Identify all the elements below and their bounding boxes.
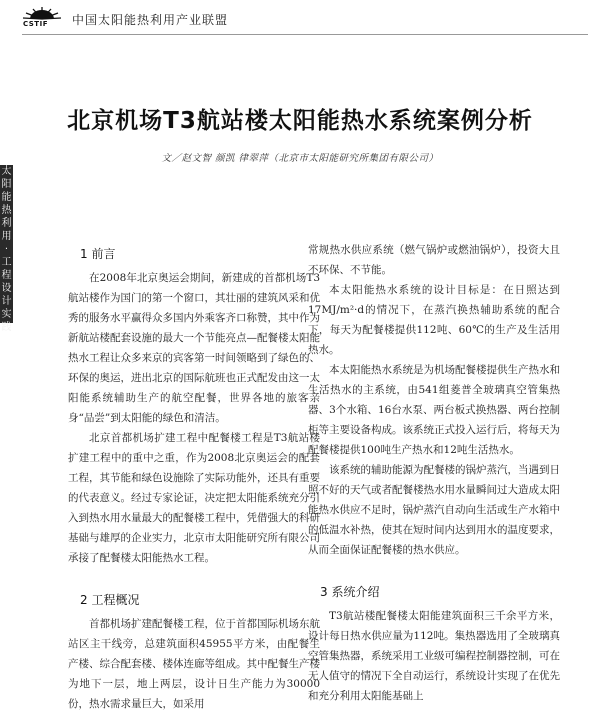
journal-header bbox=[22, 6, 592, 32]
header-divider bbox=[22, 34, 588, 35]
right-paragraph-1: 本太阳能热水系统的设计目标是：在日照达到17MJ/m²·d的情况下，在蒸汽换热辅助系统的配合下，每天为配餐楼提供112吨、60℃的生产及生活用热水。 bbox=[308, 284, 560, 356]
intro-paragraph-1: 在2008年北京奥运会期间，新建成的首都机场T3航站楼作为国门的第一个窗口，其壮丽的建筑风采和优秀的服务水平赢得众多国内外乘客齐口称赞，其中作为新航站楼配套设施的最大一个节能亮点—配餐楼太阳能热水工程让众多来京的宾客第一时间领略到了绿色的、环保的奥运，进出北京的国际航班也正式配发由这一太阳能系统辅助生产的航空配餐，世界各地的旅客亲身“品尝”到太阳能的绿色和清洁。 bbox=[68, 272, 320, 424]
right-paragraph-2: 本太阳能热水系统是为机场配餐楼提供生产热水和生活热水的主系统，由541组菱普全玻璃真空管集热器、3个水箱、16台水泵、两台板式换热器、两台控制柜等主要设备构成。该系统正式投入运行后，将每天为配餐楼提供100吨生产热水和12吨生活热水。 bbox=[308, 364, 560, 456]
sun-rays-icon bbox=[22, 6, 62, 32]
intro-paragraph-2: 北京首都机场扩建工程中配餐楼工程是T3航站楼扩建工程中的重中之重，作为2008北京奥运会的配套工程，其节能和绿色设施除了实际功能外，还具有重要的代表意义。经过专家论证，决定把太阳能系统充分引入到热水用水量最大的配餐楼工程中，凭借强大的科研基础与雄厚的企业实力，北京市太阳能研究所有限公司承接了配餐楼太阳能热水工程。 bbox=[68, 432, 320, 564]
right-paragraph-0: 常规热水供应系统（燃气锅炉或燃油锅炉），投资大且不环保、不节能。 bbox=[308, 244, 560, 276]
system-paragraph-1: T3航站楼配餐楼太阳能建筑面积三千余平方米，设计每日热水供应量为112吨。集热器选用了全玻璃真空管集热器，系统采用工业级可编程控制器控制，可在无人值守的情况下全自动运行，系统设计实现了在优先和充分利用太阳能基础上 bbox=[308, 610, 560, 702]
section-heading-overview: 2 工程概况 bbox=[80, 593, 140, 607]
article-title: 北京机场T3航站楼太阳能热水系统案例分析 bbox=[67, 108, 533, 134]
section-heading-system: 3 系统介绍 bbox=[320, 585, 380, 599]
sun-logo-icon bbox=[22, 6, 62, 32]
overview-paragraph-1: 首都机场扩建配餐楼工程，位于首都国际机场东航站区主干线旁，总建筑面积45955平方米，由配餐生产楼、综合配套楼、楼体连廊等组成。其中配餐生产楼为地下一层，地上两层，设计日生产能力为30000份，热水需求量巨大，如采用 bbox=[68, 618, 320, 710]
article-byline: 文／赵文智 颜凯 律翠萍（北京市太阳能研究所集团有限公司） bbox=[161, 153, 439, 164]
section-heading-intro: 1 前言 bbox=[80, 247, 116, 261]
left-column bbox=[68, 244, 320, 714]
section-side-tab: 太阳能热利用·工程设计实践 bbox=[1, 166, 12, 333]
organization-name: 中国太阳能热利用产业联盟 bbox=[72, 13, 229, 27]
right-column bbox=[308, 240, 560, 706]
logo-text: CSTIF bbox=[23, 20, 48, 28]
right-paragraph-3: 该系统的辅助能源为配餐楼的锅炉蒸汽，当遇到日照不好的天气或者配餐楼热水用水量瞬间过大造成太阳能热水供应不足时，锅炉蒸汽自动向生活或生产水箱中的低温水补热，使其在短时间内达到用水的温度要求，从而全面保证配餐楼的热水供应。 bbox=[308, 464, 560, 556]
